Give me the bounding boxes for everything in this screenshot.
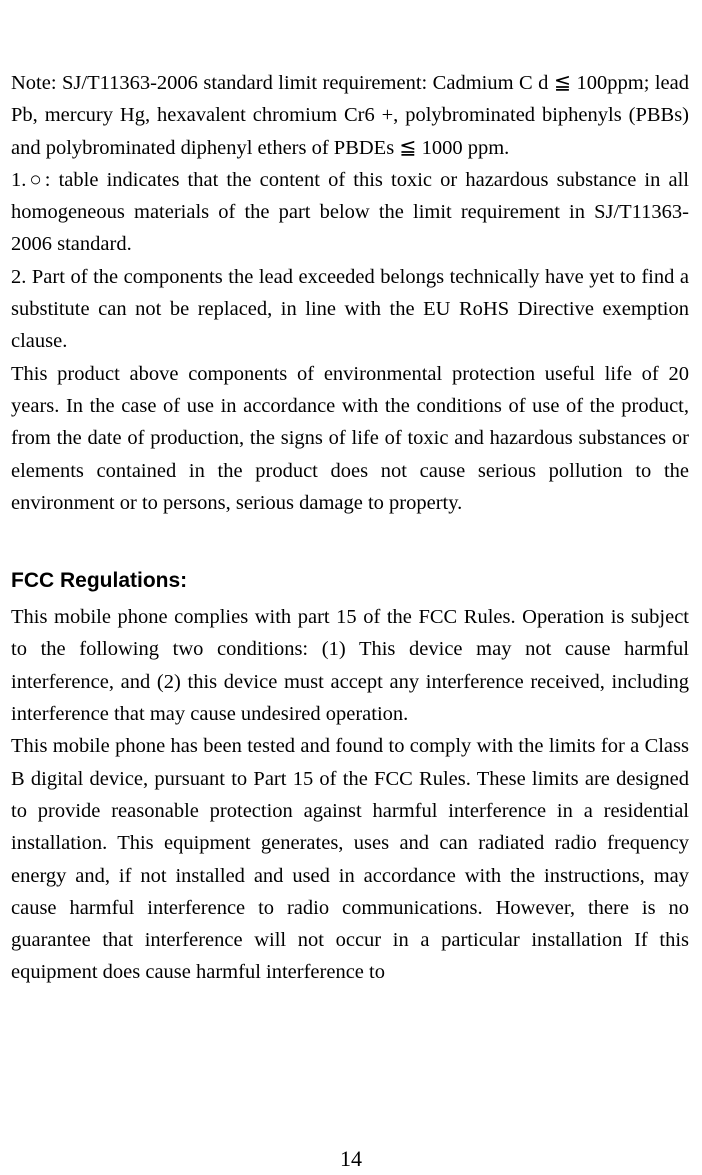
fcc-class-b-paragraph: This mobile phone has been tested and found to comply with the limits for a Class B digital device, pursuant to Part 15 of the FCC Rules. These limits are designed to provide reasonable protection against harmful interference in a residential installation. This equipment generates, uses and can radiated radio frequency energy and, if not installed and used in accordance with the instructions, may cause harmful interference to radio communications. However, there is no guarantee that interference will not occur in a particular installation If this equipment does cause harmful interference to	[11, 735, 689, 984]
document-page	[11, 67, 689, 989]
environmental-useful-life-paragraph: This product above components of environmental protection useful life of 20 years. In the case of use in accordance with the conditions of use of the product, from the date of production, the signs of life of toxic and hazardous substances or elements contained in the product does not cause serious pollution to the environment or to persons, serious damage to property.	[11, 362, 689, 514]
rohs-note-item-1: 1.○: table indicates that the content of this toxic or hazardous substance in all homogeneous materials of the part below the limit requirement in SJ/T11363-2006 standard.	[11, 168, 689, 256]
section-spacer	[11, 519, 689, 565]
fcc-compliance-paragraph: This mobile phone complies with part 15 of the FCC Rules. Operation is subject to the following two conditions: (1) This device may not cause harmful interference, and (2) this device must accept any interference received, including interference that may cause undesired operation.	[11, 606, 689, 726]
rohs-note-item-2: 2. Part of the components the lead exceeded belongs technically have yet to find a substitute can not be replaced, in line with the EU RoHS Directive exemption clause.	[11, 265, 689, 353]
rohs-note-paragraph: Note: SJ/T11363-2006 standard limit requirement: Cadmium C d ≦ 100ppm; lead Pb, mercury Hg, hexavalent chromium Cr6 +, polybrominated biphenyls (PBBs) and polybrominated diphenyl ethers of PBDEs ≦ 1000 ppm.	[11, 72, 689, 159]
fcc-regulations-heading: FCC Regulations:	[11, 569, 188, 593]
page-number: 14	[340, 1146, 362, 1171]
